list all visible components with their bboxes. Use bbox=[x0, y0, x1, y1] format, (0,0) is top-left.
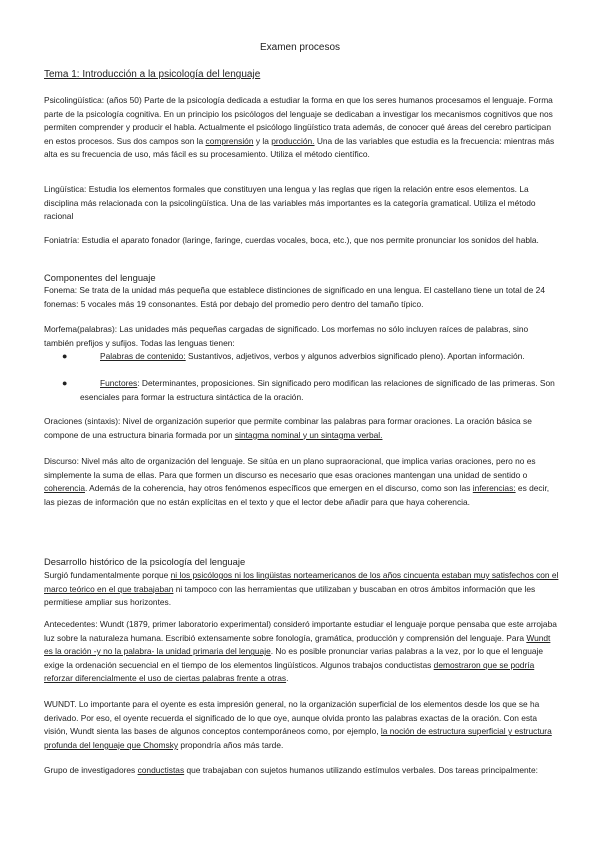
text-run: Antecedentes: Wundt (1879, primer laboratorio experimental) consideró importante estudiar el lenguaje porque pensaba que este arrojaba luz sobre la naturaleza humana. Escribió extensamente sobre fonología, gramática, producción y comprensión del lenguaje. Para bbox=[44, 619, 557, 643]
underlined-text: Functores bbox=[100, 378, 138, 388]
desarrollo-heading: Desarrollo histórico de la psicología del lenguaje bbox=[44, 556, 246, 567]
underlined-text: conductistas bbox=[137, 765, 185, 775]
text-run: Discurso: Nivel más alto de organización del lenguaje. Se sitúa en un plano supraoracional, que implica varias oraciones, pero no es simplemente la suma de ellas. Para que formen un discurso es necesario que esas oraciones mantengan una unidad de sentido o bbox=[44, 456, 536, 480]
text-run: propondría años más tarde. bbox=[178, 739, 284, 750]
underlined-text: la noción de estructura superficial y estructura profunda del lenguaje que Chomsky bbox=[44, 726, 552, 750]
underlined-text: comprensión bbox=[205, 135, 254, 146]
oraciones-paragraph bbox=[44, 415, 560, 442]
tema1-heading: Tema 1: Introducción a la psicología del lenguaje bbox=[44, 69, 261, 80]
document-title: Examen procesos bbox=[259, 42, 341, 53]
underlined-text: sintagma nominal y un sintagma verbal. bbox=[234, 429, 383, 440]
wundt-paragraph bbox=[44, 698, 560, 752]
text-run: WUNDT. Lo importante para el oyente es esta impresión general, no la organización superficial de los elementos desde los que se ha derivado. Por eso, el oyente recuerda el significado de lo que oye, aunque olvida pronto las palabras exactas de la oración. Con esta visión, Wundt sienta las bases de algunos conceptos contemporáneos como, por ejemplo, bbox=[44, 699, 540, 737]
psicolinguistica-paragraph bbox=[44, 94, 560, 162]
text-run: ni tampoco con las herramientas que utilizaban y buscaban en otros ámbitos información que les permitiese ampliar sus horizontes. bbox=[44, 583, 536, 608]
text-run: . No es posible pronunciar varias palabras a la vez, por lo que el lenguaje exige la ordenación secuencial en el tiempo de los elementos lingüísticos. Algunos trabajos conductistas bbox=[44, 646, 544, 670]
text-run: Psicolingüística: (años 50) Parte de la psicología dedicada a estudiar la forma en que los seres humanos procesamos el lenguaje. Forma parte de la psicología cognitiva. En un principio los psicólogos del lenguaje se dedicaban a investigar los mecanismos cognitivos que nos permiten comprender y producir el habla. Actualmente el psicólogo lingüístico trata además, de conocer qué áreas del cerebro participan en estos procesos. Sus dos campos son la bbox=[44, 95, 553, 146]
text-run: : Determinantes, proposiciones. Sin significado pero modifican las relaciones de significado de las primeras. Son esenciales para formar la estructura sintáctica de la oración. bbox=[80, 378, 555, 402]
underlined-text: Wundt es la oración -y no la palabra- la unidad primaria del lenguaje bbox=[44, 632, 551, 657]
underlined-text: producción. bbox=[271, 135, 315, 146]
linguistica-paragraph: Lingüística: Estudia los elementos formales que constituyen una lengua y las reglas que rigen la relación entre esos elementos. La disciplina más relacionada con la psicolingüística. Una de las variables más importantes es la categoría gramatical. Utiliza el método racional bbox=[44, 184, 536, 222]
foniatria-paragraph: Foniatría: Estudia el aparato fonador (laringe, faringe, cuerdas vocales, boca, etc.), que nos permite pronunciar los sonidos del habla. bbox=[44, 235, 539, 245]
list-item bbox=[80, 350, 560, 364]
antecedentes-paragraph bbox=[44, 618, 560, 686]
text-run: es decir, las piezas de información que no están explícitas en el texto y que el lector debe añadir para que haya coherencia. bbox=[44, 483, 550, 507]
text-run: que trabajaban con sujetos humanos utilizando estímulos verbales. Dos tareas principalmente: bbox=[184, 765, 538, 775]
componentes-heading: Componentes del lenguaje bbox=[44, 272, 156, 283]
underlined-text: Palabras de contenido: bbox=[100, 351, 186, 361]
list-item bbox=[80, 377, 560, 404]
text-run: Surgió fundamentalmente porque bbox=[44, 570, 171, 580]
morfema-paragraph: Morfema(palabras): Las unidades más pequeñas cargadas de significado. Los morfemas no sólo incluyen raíces de palabras, sino también prefijos y sufijos. Todas las lenguas tienen: bbox=[44, 324, 529, 348]
text-run: Una de las variables que estudia es la frecuencia: mientras más alta es su frecuencia de uso, más fácil es su procesamiento. Utiliza el método científico. bbox=[44, 135, 555, 160]
bullet-icon: ● bbox=[62, 378, 68, 388]
text-run: Grupo de investigadores bbox=[44, 765, 138, 775]
grupo-paragraph bbox=[44, 764, 560, 778]
text-run: . bbox=[286, 673, 289, 684]
underlined-text: demostraron que se podría reforzar diferencialmente el uso de ciertas palabras frente a otras bbox=[44, 659, 535, 684]
desarrollo-paragraph bbox=[44, 569, 560, 610]
text-run: . Además de la coherencia, hay otros fenómenos específicos que emergen en el discurso, como son las bbox=[84, 483, 473, 494]
underlined-text: ni los psicólogos ni los lingüistas norteamericanos de los años cincuenta estaban muy satisfechos con el marco teórico en el que trabajaban bbox=[44, 570, 559, 594]
text-run: Oraciones (sintaxis): Nivel de organización superior que permite combinar las palabras para formar oraciones. La oración básica se compone de una estructura binaria formada por un bbox=[44, 416, 532, 440]
underlined-text: coherencia bbox=[44, 483, 85, 494]
discurso-paragraph bbox=[44, 455, 560, 509]
text-run: y la bbox=[253, 135, 272, 146]
fonema-paragraph: Fonema: Se trata de la unidad más pequeña que establece distinciones de significado en una lengua. El castellano tiene un total de 24 fonemas: 5 vocales más 19 consonantes. Está por debajo del promedio pero dentro del tamaño típico. bbox=[44, 285, 545, 309]
underlined-text: inferencias: bbox=[472, 483, 516, 494]
bullet-icon: ● bbox=[62, 351, 68, 361]
text-run: Sustantivos, adjetivos, verbos y algunos adverbios significado pleno). Aportan información. bbox=[185, 351, 525, 361]
